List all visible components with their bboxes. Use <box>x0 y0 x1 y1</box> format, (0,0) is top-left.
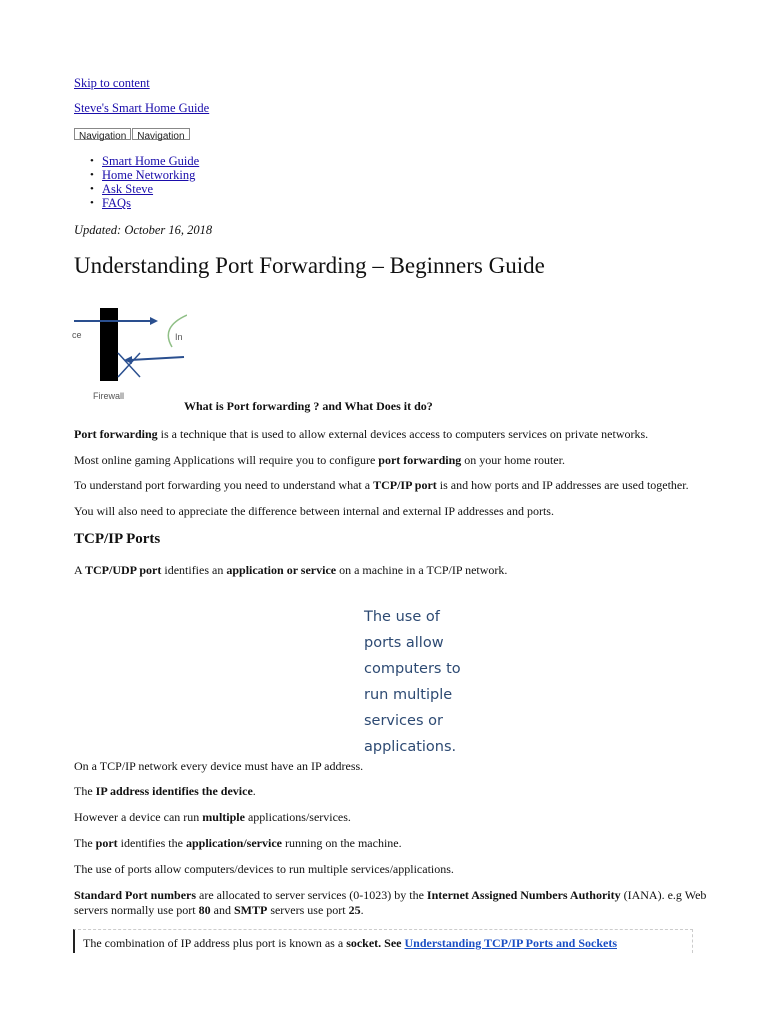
tcp-ip-ports-heading: TCP/IP Ports <box>74 531 161 547</box>
paragraph-port-identifies-application <box>74 836 402 851</box>
text: servers normally use port <box>74 903 199 917</box>
nav-buttons <box>74 128 191 140</box>
bold-text: 25 <box>348 903 361 917</box>
firewall-bar <box>100 308 118 381</box>
text: A <box>74 563 86 577</box>
main-menu <box>90 154 199 210</box>
paragraph-ip-identifies-device <box>74 784 256 799</box>
text: applications/services. <box>244 810 351 824</box>
menu-item <box>90 154 199 168</box>
menu-link-faqs[interactable]: FAQs <box>102 196 131 210</box>
menu-item <box>90 196 199 210</box>
navigation-button-2[interactable]: Navigation <box>132 128 189 140</box>
text: is a technique that is used to allow external devices access to computers services on private networks. <box>157 427 649 441</box>
paragraph-standard-port-numbers <box>74 888 706 918</box>
text: . <box>252 784 256 798</box>
text: The <box>74 836 96 850</box>
navigation-button-1[interactable]: Navigation <box>74 128 131 140</box>
bold-text: socket. See <box>346 936 405 950</box>
bold-text: application or service <box>226 563 337 577</box>
handwritten-line: computers to <box>364 661 461 677</box>
paragraph-understand-tcp-ip <box>74 478 689 493</box>
bold-text: port forwarding <box>378 453 462 467</box>
article-title: Understanding Port Forwarding – Beginners Guide <box>74 253 545 278</box>
menu-link-ask-steve[interactable]: Ask Steve <box>102 182 154 196</box>
handwritten-note-image <box>364 604 494 760</box>
bold-text: IP address identifies the device <box>95 784 253 798</box>
bold-text: Standard Port numbers <box>74 888 197 902</box>
bold-text: SMTP <box>233 903 268 917</box>
text: However a device can run <box>74 810 203 824</box>
menu-item <box>90 168 199 182</box>
text: are allocated to server services (0-1023) by the <box>196 888 427 902</box>
text: servers use port <box>267 903 349 917</box>
text: on a machine in a TCP/IP network. <box>336 563 508 577</box>
bold-text: 80 <box>198 903 211 917</box>
paragraph-internal-external: You will also need to appreciate the difference between internal and external IP addresses and ports. <box>74 504 554 518</box>
handwritten-line: The use of <box>364 609 440 625</box>
bold-text: port <box>95 836 118 850</box>
text: identifies the <box>117 836 186 850</box>
handwritten-line: services or <box>364 713 443 729</box>
incoming-arrow-line <box>130 357 184 360</box>
paragraph-tcp-udp-port <box>74 563 507 578</box>
internet-label: In <box>175 332 183 342</box>
sockets-article-link[interactable]: Understanding TCP/IP Ports and Sockets <box>404 936 617 950</box>
text: . <box>360 903 364 917</box>
text: To understand port forwarding you need to understand what a <box>74 478 374 492</box>
bold-text: Port forwarding <box>74 427 158 441</box>
text: The <box>74 784 96 798</box>
paragraph-gaming-applications <box>74 453 565 468</box>
text: on your home router. <box>461 453 565 467</box>
bold-text: TCP/UDP port <box>85 563 162 577</box>
bold-text: TCP/IP port <box>373 478 437 492</box>
handwritten-line: run multiple <box>364 687 453 703</box>
handwritten-line: ports allow <box>364 635 444 651</box>
paragraph-multiple-applications <box>74 810 351 825</box>
updated-date: Updated: October 16, 2018 <box>74 223 213 237</box>
firewall-label: Firewall <box>93 391 125 401</box>
text: Most online gaming Applications will require you to configure <box>74 453 379 467</box>
menu-link-home-networking[interactable]: Home Networking <box>102 168 196 182</box>
firewall-diagram-image <box>72 305 187 405</box>
paragraph-ip-address-required: On a TCP/IP network every device must have an IP address. <box>74 759 364 773</box>
bold-text: multiple <box>202 810 245 824</box>
paragraph-ports-allow-multiple: The use of ports allow computers/devices to run multiple services/applications. <box>74 862 454 876</box>
menu-link-smart-home-guide[interactable]: Smart Home Guide <box>102 154 200 168</box>
text: is and how ports and IP addresses are used together. <box>436 478 689 492</box>
text: running on the machine. <box>281 836 402 850</box>
text: identifies an <box>161 563 227 577</box>
device-label: ce <box>72 330 82 340</box>
outgoing-arrow-head <box>150 317 158 325</box>
bold-text: application/service <box>185 836 282 850</box>
bold-text: Internet Assigned Numbers Authority <box>426 888 621 902</box>
text: and <box>210 903 234 917</box>
paragraph-port-forwarding-definition <box>74 427 648 442</box>
internet-cloud-outline <box>168 315 187 347</box>
text: The combination of IP address plus port is known as a <box>83 936 347 950</box>
handwritten-line: applications. <box>364 739 457 755</box>
skip-to-content-link[interactable]: Skip to content <box>74 76 150 90</box>
menu-item <box>90 182 199 196</box>
question-heading: What is Port forwarding ? and What Does it do? <box>184 399 433 413</box>
text: (IANA). e.g Web <box>620 888 707 902</box>
socket-callout-box <box>73 929 693 953</box>
site-title-link[interactable]: Steve's Smart Home Guide <box>74 101 210 115</box>
